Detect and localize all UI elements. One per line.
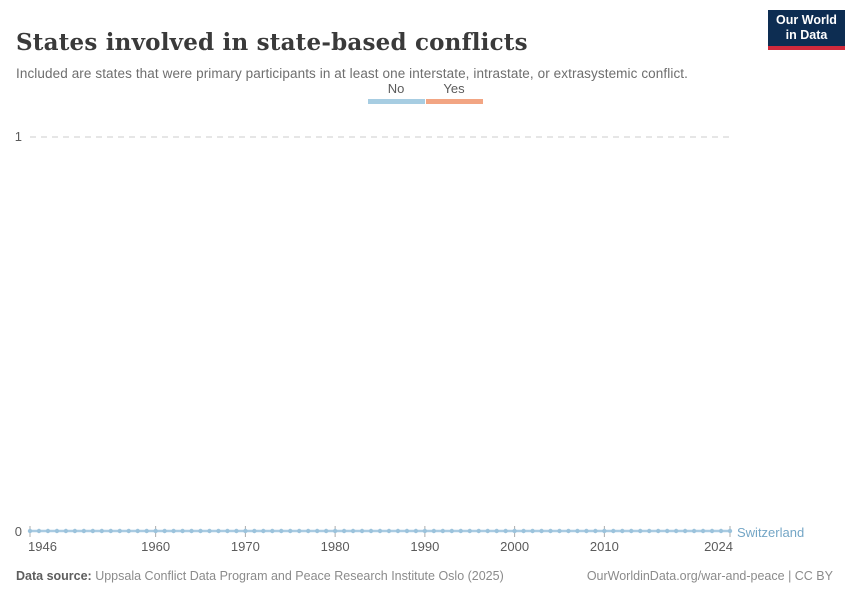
data-point[interactable] — [405, 529, 409, 533]
data-point[interactable] — [171, 529, 175, 533]
data-point[interactable] — [719, 529, 723, 533]
data-point[interactable] — [728, 529, 732, 533]
data-point[interactable] — [378, 529, 382, 533]
data-point[interactable] — [55, 529, 59, 533]
data-point[interactable] — [46, 529, 50, 533]
data-point[interactable] — [180, 529, 184, 533]
x-axis-tick-label-2024: 2024 — [704, 539, 733, 554]
data-point[interactable] — [144, 529, 148, 533]
data-point[interactable] — [575, 529, 579, 533]
data-point[interactable] — [198, 529, 202, 533]
data-point[interactable] — [333, 529, 337, 533]
x-axis-tick-label-1970: 1970 — [230, 539, 260, 554]
series-label-switzerland[interactable]: Switzerland — [737, 525, 805, 540]
data-point[interactable] — [665, 529, 669, 533]
data-point[interactable] — [494, 529, 498, 533]
footer-source-text: Uppsala Conflict Data Program and Peace Research Institute Oslo (2025) — [91, 569, 504, 583]
data-point[interactable] — [602, 529, 606, 533]
data-point[interactable] — [127, 529, 131, 533]
data-point[interactable] — [557, 529, 561, 533]
data-point[interactable] — [100, 529, 104, 533]
data-point[interactable] — [351, 529, 355, 533]
footer-source — [16, 569, 504, 583]
data-point[interactable] — [28, 529, 32, 533]
data-point[interactable] — [468, 529, 472, 533]
data-point[interactable] — [710, 529, 714, 533]
data-point[interactable] — [216, 529, 220, 533]
data-point[interactable] — [674, 529, 678, 533]
data-point[interactable] — [423, 529, 427, 533]
data-point[interactable] — [683, 529, 687, 533]
data-point[interactable] — [82, 529, 86, 533]
data-point[interactable] — [387, 529, 391, 533]
owid-logo-line1: Our World — [776, 13, 837, 27]
data-point[interactable] — [118, 529, 122, 533]
data-point[interactable] — [638, 529, 642, 533]
owid-logo-line2: in Data — [785, 28, 828, 42]
data-point[interactable] — [360, 529, 364, 533]
data-point[interactable] — [656, 529, 660, 533]
chart-subtitle: Included are states that were primary participants in at least one interstate, intrastate, or extrasystemic conflict. — [16, 65, 688, 81]
data-point[interactable] — [450, 529, 454, 533]
data-point[interactable] — [584, 529, 588, 533]
data-point[interactable] — [64, 529, 68, 533]
data-point[interactable] — [324, 529, 328, 533]
data-point[interactable] — [620, 529, 624, 533]
legend-label-no: No — [387, 81, 405, 96]
data-point[interactable] — [109, 529, 113, 533]
data-point[interactable] — [162, 529, 166, 533]
data-point[interactable] — [548, 529, 552, 533]
data-point[interactable] — [207, 529, 211, 533]
data-point[interactable] — [261, 529, 265, 533]
data-point[interactable] — [701, 529, 705, 533]
footer-link[interactable]: OurWorldinData.org/war-and-peace | CC BY — [586, 569, 833, 583]
data-point[interactable] — [539, 529, 543, 533]
data-point[interactable] — [135, 529, 139, 533]
data-point[interactable] — [279, 529, 283, 533]
data-point[interactable] — [369, 529, 373, 533]
y-axis-tick-label-1: 1 — [14, 129, 22, 144]
data-point[interactable] — [270, 529, 274, 533]
data-point[interactable] — [306, 529, 310, 533]
data-point[interactable] — [252, 529, 256, 533]
data-point[interactable] — [91, 529, 95, 533]
data-point[interactable] — [629, 529, 633, 533]
data-point[interactable] — [503, 529, 507, 533]
data-point[interactable] — [647, 529, 651, 533]
data-point[interactable] — [225, 529, 229, 533]
data-point[interactable] — [611, 529, 615, 533]
data-point[interactable] — [566, 529, 570, 533]
data-point[interactable] — [692, 529, 696, 533]
footer-source-label: Data source: — [16, 569, 92, 583]
x-axis-tick-label-1960: 1960 — [141, 539, 171, 554]
data-point[interactable] — [530, 529, 534, 533]
data-point[interactable] — [593, 529, 597, 533]
data-point[interactable] — [243, 529, 247, 533]
x-axis-tick-label-2000: 2000 — [500, 539, 530, 554]
data-point[interactable] — [189, 529, 193, 533]
data-point[interactable] — [459, 529, 463, 533]
data-point[interactable] — [342, 529, 346, 533]
data-point[interactable] — [521, 529, 525, 533]
data-point[interactable] — [414, 529, 418, 533]
x-axis-tick-label-1980: 1980 — [320, 539, 350, 554]
data-point[interactable] — [485, 529, 489, 533]
data-point[interactable] — [315, 529, 319, 533]
data-point[interactable] — [512, 529, 516, 533]
data-point[interactable] — [297, 529, 301, 533]
y-axis-tick-label-0: 0 — [14, 524, 22, 539]
data-point[interactable] — [73, 529, 77, 533]
data-point[interactable] — [234, 529, 238, 533]
chart-title: States involved in state-based conflicts — [16, 29, 528, 57]
data-point[interactable] — [37, 529, 41, 533]
x-axis-tick-label-2010: 2010 — [589, 539, 619, 554]
x-axis-tick-label-1990: 1990 — [410, 539, 440, 554]
legend-label-yes: Yes — [443, 81, 465, 96]
data-point[interactable] — [441, 529, 445, 533]
data-point[interactable] — [288, 529, 292, 533]
data-point[interactable] — [396, 529, 400, 533]
x-axis-tick-label-1946: 1946 — [28, 539, 57, 554]
data-point[interactable] — [153, 529, 157, 533]
data-point[interactable] — [432, 529, 436, 533]
data-point[interactable] — [477, 529, 481, 533]
